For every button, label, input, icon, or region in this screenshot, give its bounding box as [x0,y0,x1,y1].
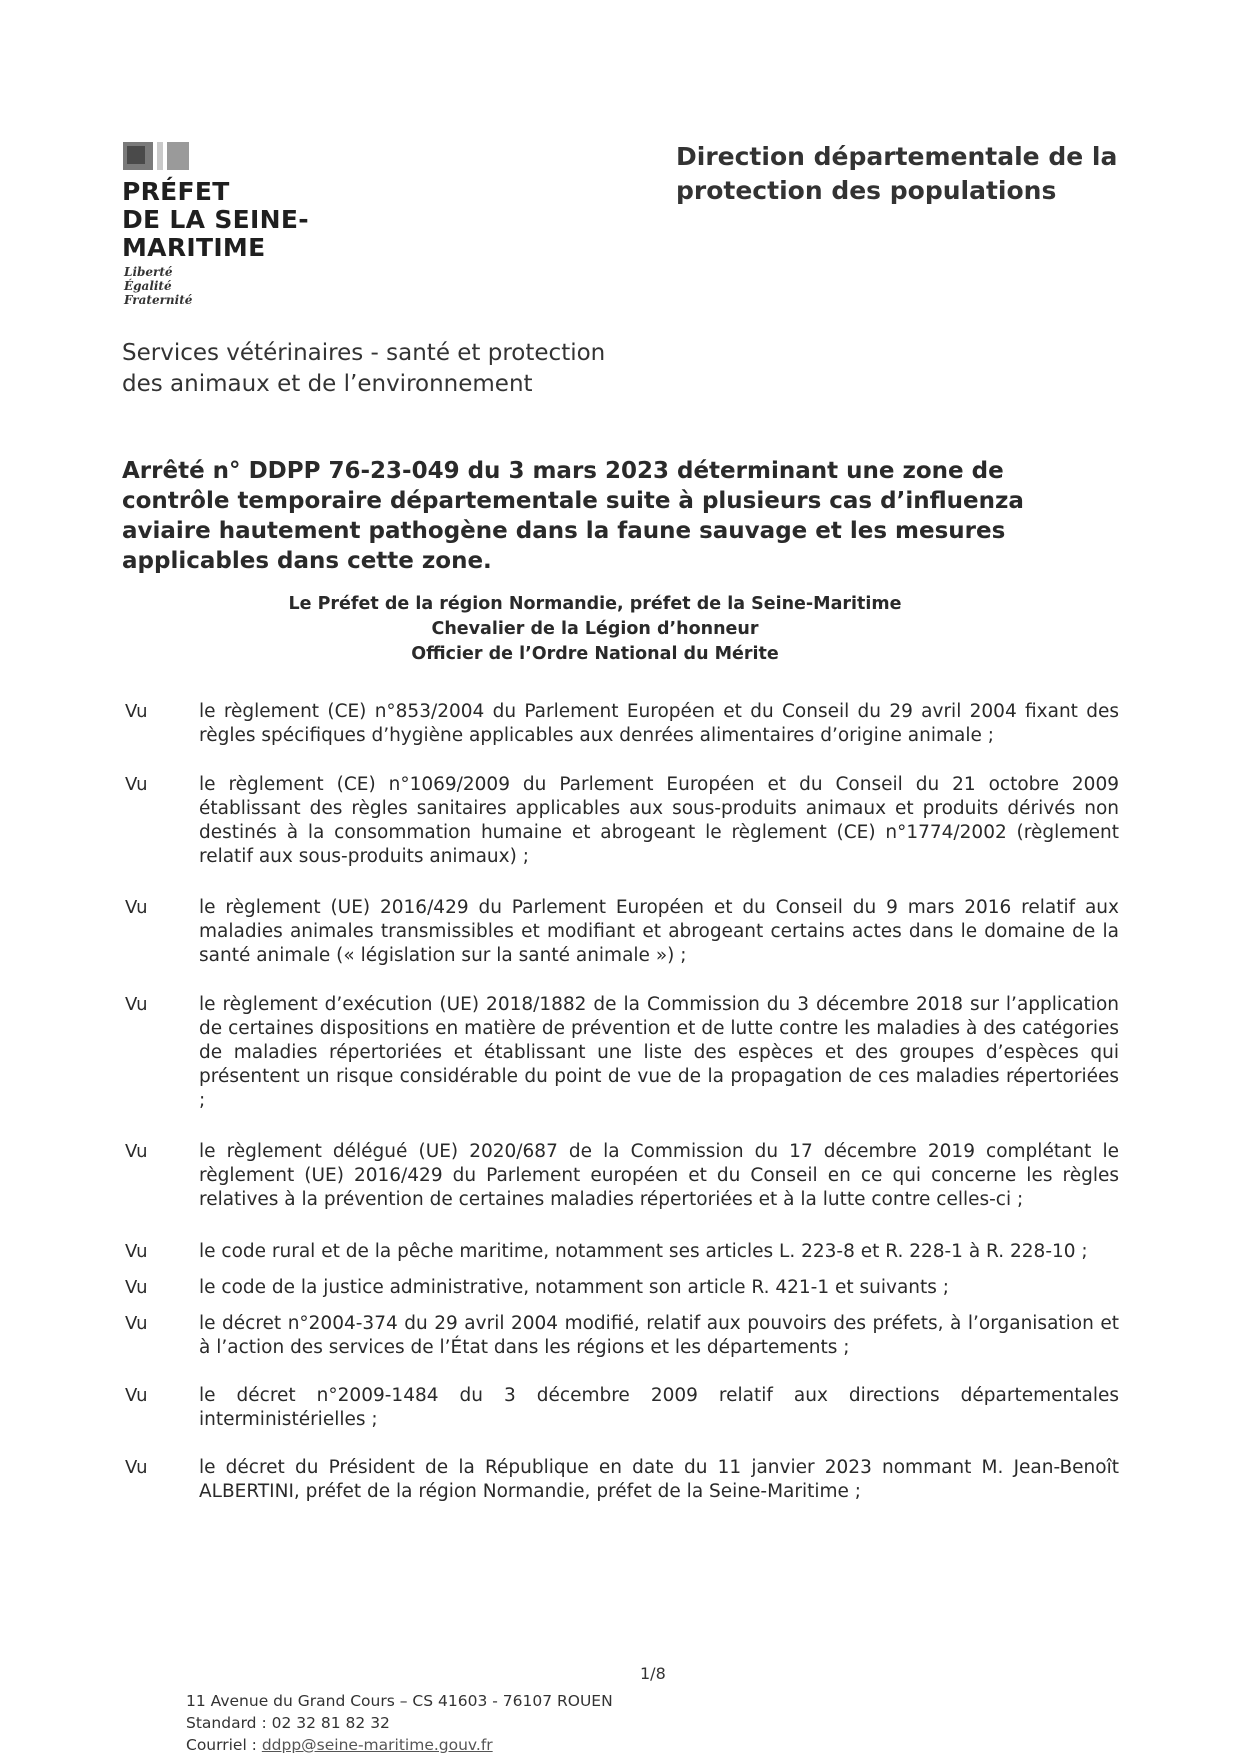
prefet-title [122,178,309,262]
visa-text: le code rural et de la pêche maritime, notamment ses articles L. 223-8 et R. 228-1 à R. 228-10 ; [199,1241,1088,1262]
signataire-block [250,592,940,667]
service-name: Services vétérinaires - santé et protection des animaux et de l’environnement [122,340,606,397]
visa-text: le décret du Président de la République en date du 11 janvier 2023 nommant M. Jean-Benoît ALBERTINI, préfet de la région Normandie, préfet de la Seine-Maritime ; [199,1457,1119,1502]
visa-label: Vu [125,774,148,795]
visa-label: Vu [125,1457,148,1478]
motto-line: Fraternité [124,293,193,307]
visa-item [125,896,1125,968]
motto-line: Égalité [124,279,172,293]
footer-email-label: Courriel : [186,1736,262,1754]
visa-item [125,1312,1125,1360]
visa-text: le règlement (UE) 2016/429 du Parlement Européen et du Conseil du 9 mars 2016 relatif aux maladies animales transmissibles et modifiant et abrogeant certains actes dans le domaine de la santé animale (« législation sur la santé animale ») ; [199,897,1119,966]
page-number: 1/8 [640,1664,666,1683]
republic-motto [124,265,192,307]
visa-text: le règlement (CE) n°853/2004 du Parlement Européen et du Conseil du 29 avril 2004 fixant des règles spécifiques d’hygiène applicables aux denrées alimentaires d’origine animale ; [199,701,1119,746]
footer-address-block [186,1690,613,1756]
prefet-line: DE LA SEINE- [122,205,309,234]
footer-email-row [186,1734,613,1756]
visa-label: Vu [125,994,148,1015]
prefet-line: MARITIME [122,233,266,262]
visa-item [125,993,1125,1113]
visa-label: Vu [125,1277,148,1298]
footer-email-link[interactable]: ddpp@seine-maritime.gouv.fr [261,1736,493,1754]
signataire-line: Chevalier de la Légion d’honneur [431,619,759,639]
visa-text: le règlement délégué (UE) 2020/687 de la Commission du 17 décembre 2019 complétant le règlement (UE) 2016/429 du Parlement européen et du Conseil en ce qui concerne les règles relatives à la prévention de certaines maladies répertoriées et à la lutte contre celles-ci ; [199,1141,1119,1210]
visa-label: Vu [125,1313,148,1334]
visa-item [125,1456,1125,1504]
visa-text: le règlement d’exécution (UE) 2018/1882 de la Commission du 3 décembre 2018 sur l’application de certaines dispositions en matière de prévention et de lutte contre les maladies à des catégories de maladies répertoriées et établissant une liste des espèces et des groupes d’espèces qui présentent un risque considérable du point de vue de la propagation de ces maladies répertoriées ; [199,994,1119,1111]
visa-item [125,1384,1125,1432]
signataire-line: Le Préfet de la région Normandie, préfet de la Seine-Maritime [288,594,902,614]
visa-text: le décret n°2004-374 du 29 avril 2004 modifié, relatif aux pouvoirs des préfets, à l’organisation et à l’action des services de l’État dans les régions et les départements ; [199,1313,1119,1358]
visa-label: Vu [125,1241,148,1262]
visa-text: le code de la justice administrative, notamment son article R. 421-1 et suivants ; [199,1277,950,1298]
marianne-logo [123,140,193,172]
footer-address: 11 Avenue du Grand Cours – CS 41603 - 76107 ROUEN [186,1692,613,1710]
arrete-title: Arrêté n° DDPP 76-23-049 du 3 mars 2023 déterminant une zone de contrôle temporaire départementale suite à plusieurs cas d’influenza aviaire hautement pathogène dans la faune sauvage et les mesures applicables dans cette zone. [122,458,1024,574]
visa-item [125,1276,1125,1300]
signataire-line: Officier de l’Ordre National du Mérite [411,644,779,664]
visa-item [125,1140,1125,1212]
visa-item [125,1240,1125,1264]
visa-label: Vu [125,701,148,722]
visa-label: Vu [125,1385,148,1406]
visa-item [125,700,1125,748]
visa-label: Vu [125,897,148,918]
visa-item [125,773,1125,869]
visa-text: le décret n°2009-1484 du 3 décembre 2009 relatif aux directions départementales interministérielles ; [199,1385,1119,1430]
visa-label: Vu [125,1141,148,1162]
footer-phone: Standard : 02 32 81 82 32 [186,1714,390,1732]
direction-name: Direction départementale de la protection des populations [676,142,1118,205]
prefet-line: PRÉFET [122,177,230,206]
motto-line: Liberté [124,265,173,279]
visa-text: le règlement (CE) n°1069/2009 du Parlement Européen et du Conseil du 21 octobre 2009 établissant des règles sanitaires applicables aux sous-produits animaux et produits dérivés non destinés à la consommation humaine et abrogeant le règlement (CE) n°1774/2002 (règlement relatif aux sous-produits animaux) ; [199,774,1119,867]
